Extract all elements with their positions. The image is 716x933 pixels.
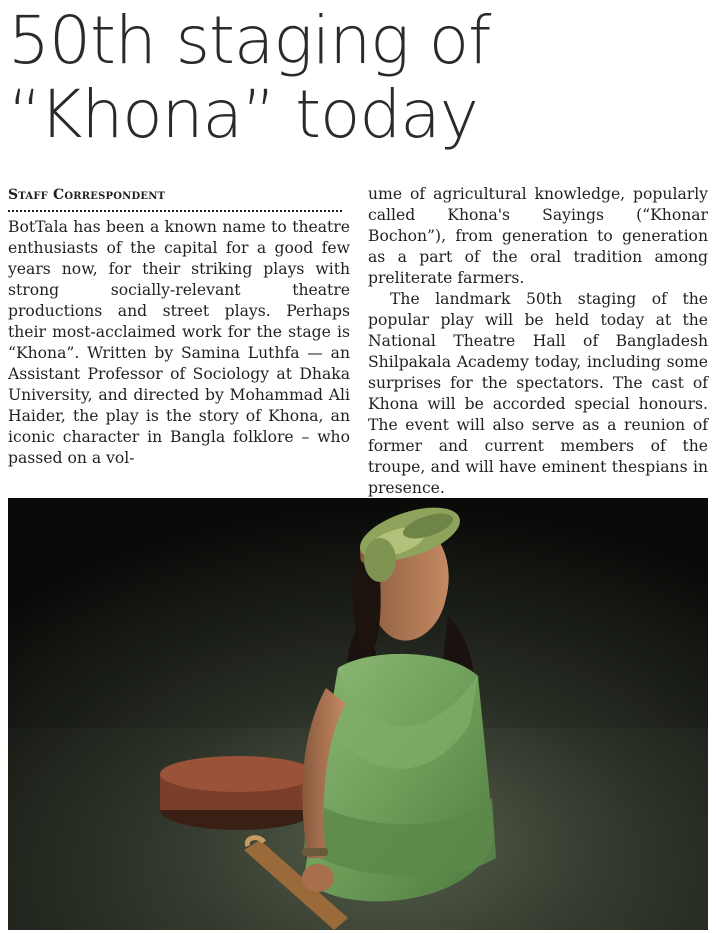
headline xyxy=(8,4,708,152)
article-paragraph-1-start: BotTala has been a known name to theatre enthusiasts of the capital for a good few years now, for their striking plays with strong socially-relevant theatre productions and street plays. Perhaps their most-acclaimed work for the stage is “Khona”. Written by Samina Luthfa — an Assistant Professor of Sociology at Dhaka University, and directed by Mohammad Ali Haider, the play is the story of Khona, an iconic character in Bangla folklore – who passed on a vol- xyxy=(8,218,350,467)
headline-line-2: “Khona” today xyxy=(8,76,478,153)
stage-photo xyxy=(8,498,708,930)
round-platform xyxy=(160,756,316,830)
article-paragraph-2: The landmark 50th staging of the popular play will be held today at the National Theatre Hall of Bangladesh Shilpakala Academy today, including some surprises for the spectators. The cast of Khona will be accorded special honours. The event will also serve as a reunion of former and current members of the troupe, and will have eminent thespians in presence. xyxy=(368,290,708,497)
byline: Staff Correspondent xyxy=(8,187,166,203)
dotted-rule xyxy=(8,210,342,212)
headline-line-1: 50th staging of xyxy=(8,2,491,79)
article-column-left xyxy=(8,184,350,469)
stage-photo-illustration xyxy=(8,498,708,930)
article-paragraph-1-end: ume of agricultural knowledge, popularly called Khona's Sayings (“Khonar Bochon”), from generation to generation as a part of the oral tradition among preliterate farmers. xyxy=(368,185,708,287)
article-column-right xyxy=(368,184,708,499)
